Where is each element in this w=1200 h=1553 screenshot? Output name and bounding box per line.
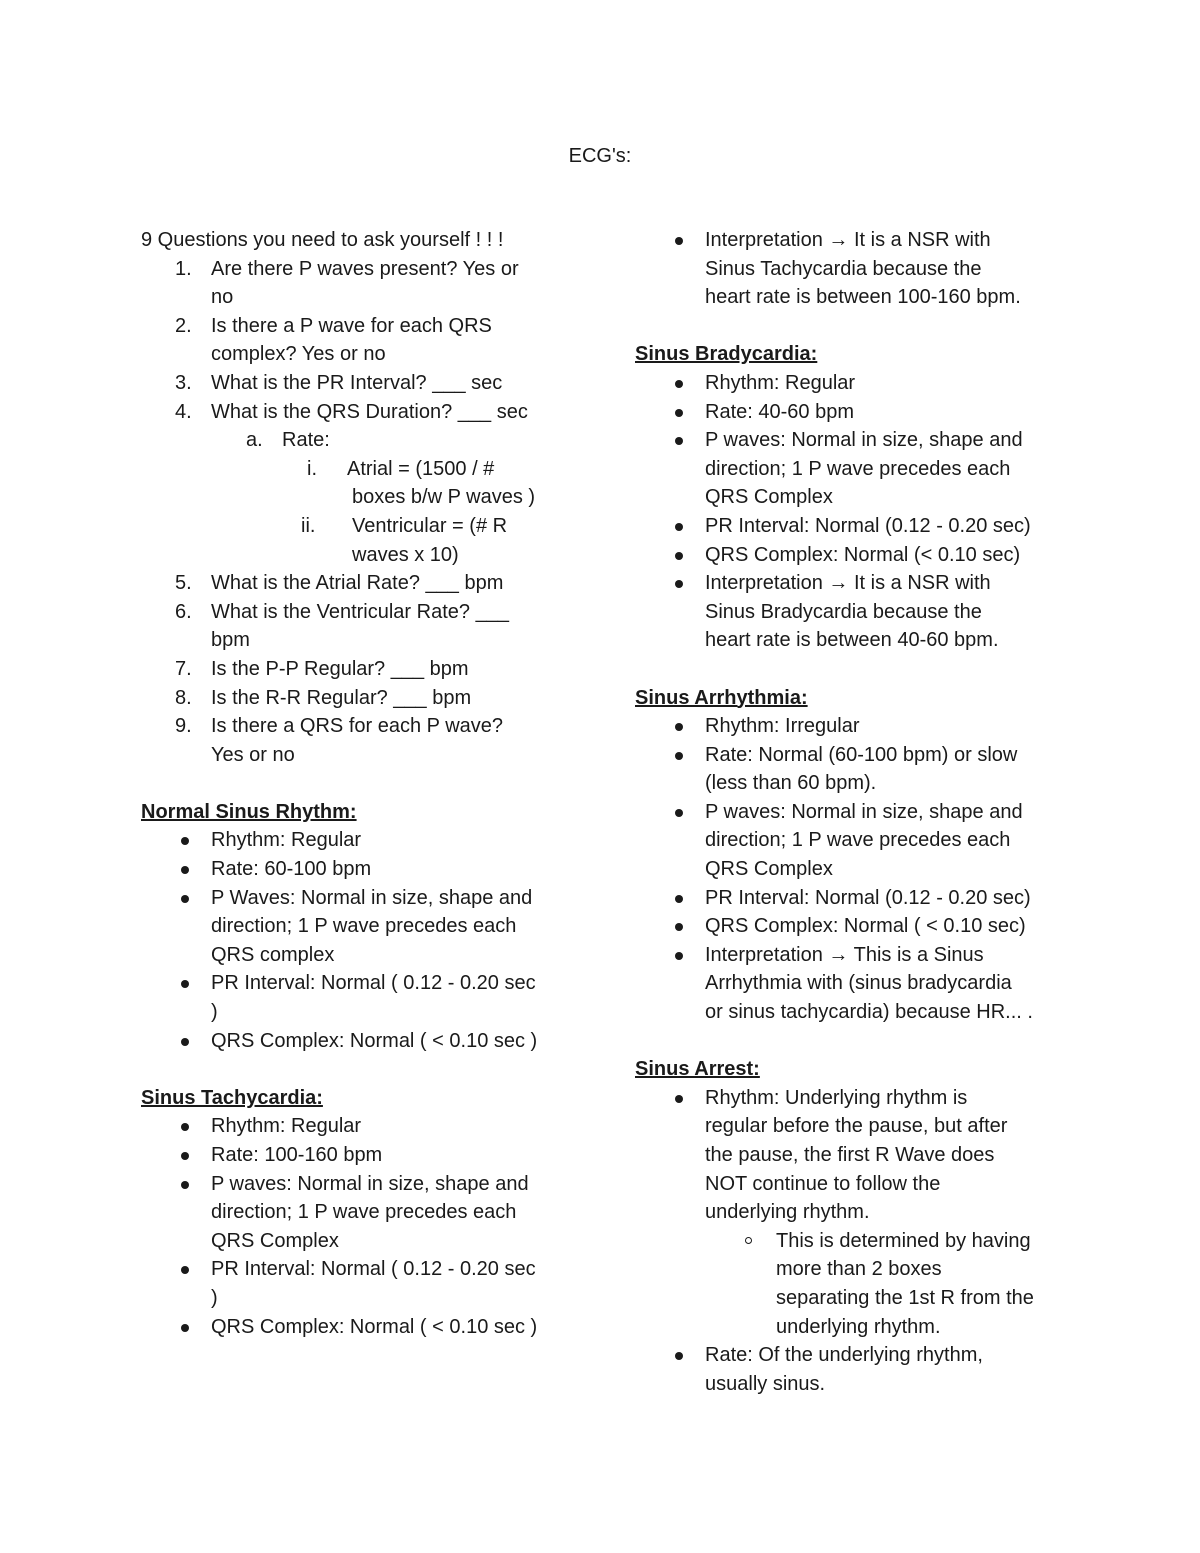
list-item-text: QRS Complex: Normal (< 0.10 sec) bbox=[705, 543, 1021, 566]
sub-list-item-cont bbox=[635, 1313, 1075, 1342]
bullet-icon bbox=[675, 752, 683, 760]
list-item-text: QRS Complex: Normal ( < 0.10 sec) bbox=[705, 915, 1026, 938]
question-text: Is there a QRS for each P wave? bbox=[211, 715, 504, 738]
list-item-cont bbox=[635, 855, 1075, 884]
question-9-cont bbox=[141, 741, 581, 770]
list-number: 9. bbox=[175, 715, 192, 738]
bullet-icon bbox=[675, 237, 683, 245]
list-item-text: Rate: 60-100 bpm bbox=[211, 858, 372, 881]
list-item-text: direction; 1 P wave precedes each bbox=[705, 457, 1011, 480]
list-item-cont bbox=[635, 1170, 1075, 1199]
list-item bbox=[635, 884, 1075, 913]
list-item bbox=[635, 426, 1075, 455]
bullet-icon bbox=[181, 837, 189, 845]
list-item-text: QRS Complex: Normal ( < 0.10 sec ) bbox=[211, 1315, 538, 1338]
list-item-cont bbox=[635, 969, 1075, 998]
list-roman: ii. bbox=[301, 514, 316, 537]
list-item bbox=[141, 855, 581, 884]
list-item-text: Sinus Bradycardia because the bbox=[705, 600, 982, 623]
question-6-cont bbox=[141, 626, 581, 655]
bullet-icon bbox=[675, 409, 683, 417]
spacer bbox=[635, 312, 1075, 341]
list-item-text: direction; 1 P wave precedes each bbox=[705, 829, 1011, 852]
list-item-text: usually sinus. bbox=[705, 1372, 826, 1395]
bullet-icon bbox=[675, 1095, 683, 1103]
list-item-text: Interpretation → It is a NSR with bbox=[705, 229, 991, 251]
list-item-cont bbox=[635, 598, 1075, 627]
list-item-cont bbox=[635, 455, 1075, 484]
bullet-icon bbox=[675, 895, 683, 903]
list-item bbox=[635, 541, 1075, 570]
hollow-bullet-icon bbox=[745, 1237, 752, 1244]
list-item-text: heart rate is between 100-160 bpm. bbox=[705, 286, 1021, 309]
bullet-icon bbox=[675, 952, 683, 960]
list-letter: a. bbox=[246, 429, 263, 452]
bullet-icon bbox=[675, 723, 683, 731]
list-number: 4. bbox=[175, 400, 192, 423]
section-heading-sinus-tachycardia: Sinus Tachycardia: bbox=[141, 1086, 323, 1109]
list-item bbox=[141, 969, 581, 998]
list-item-text: Interpretation → It is a NSR with bbox=[705, 572, 991, 595]
question-text: Is the R-R Regular? ___ bpm bbox=[211, 686, 472, 709]
list-item-text: heart rate is between 40-60 bpm. bbox=[705, 629, 999, 652]
list-item-cont bbox=[635, 826, 1075, 855]
bullet-icon bbox=[675, 437, 683, 445]
bullet-icon bbox=[675, 523, 683, 531]
question-2 bbox=[141, 312, 581, 341]
list-number: 2. bbox=[175, 314, 192, 337]
list-item-text: QRS Complex bbox=[705, 858, 833, 881]
list-item-text: direction; 1 P wave precedes each bbox=[211, 915, 517, 938]
spacer bbox=[141, 1055, 581, 1084]
list-item-text: Rhythm: Underlying rhythm is bbox=[705, 1086, 968, 1109]
list-item-text: PR Interval: Normal ( 0.12 - 0.20 sec bbox=[211, 1258, 536, 1281]
list-number: 6. bbox=[175, 600, 192, 623]
list-item bbox=[635, 741, 1075, 770]
list-item-text: QRS Complex bbox=[705, 486, 833, 509]
list-item-cont bbox=[141, 998, 581, 1027]
question-text: What is the Atrial Rate? ___ bpm bbox=[211, 572, 504, 595]
question-text: Yes or no bbox=[211, 743, 295, 766]
question-text: Ventricular = (# R bbox=[352, 514, 508, 537]
question-text: What is the Ventricular Rate? ___ bbox=[211, 600, 509, 623]
list-item-cont bbox=[635, 1112, 1075, 1141]
list-item-text: PR Interval: Normal (0.12 - 0.20 sec) bbox=[705, 514, 1031, 537]
question-text: Are there P waves present? Yes or bbox=[211, 257, 519, 280]
list-item bbox=[635, 398, 1075, 427]
list-item-cont bbox=[635, 255, 1075, 284]
list-number: 1. bbox=[175, 257, 192, 280]
list-item bbox=[635, 226, 1075, 255]
list-item-text: NOT continue to follow the bbox=[705, 1172, 941, 1195]
sub-list-item-text: underlying rhythm. bbox=[776, 1315, 941, 1338]
list-item-text: P Waves: Normal in size, shape and bbox=[211, 886, 533, 909]
list-item bbox=[635, 369, 1075, 398]
section-heading-nsr: Normal Sinus Rhythm: bbox=[141, 800, 357, 823]
question-1-cont bbox=[141, 283, 581, 312]
list-item-cont bbox=[141, 912, 581, 941]
question-6 bbox=[141, 598, 581, 627]
question-8 bbox=[141, 684, 581, 713]
list-item bbox=[635, 1341, 1075, 1370]
question-4a-ii bbox=[141, 512, 581, 541]
question-text: Atrial = (1500 / # bbox=[347, 457, 495, 480]
list-number: 7. bbox=[175, 657, 192, 680]
list-item-text: ) bbox=[211, 1286, 218, 1309]
bullet-icon bbox=[675, 580, 683, 588]
list-item-text: QRS complex bbox=[211, 943, 335, 966]
list-item-text: the pause, the first R Wave does bbox=[705, 1144, 995, 1166]
list-item-text: regular before the pause, but after bbox=[705, 1115, 1008, 1138]
list-item-text: Rate: 40-60 bpm bbox=[705, 400, 854, 423]
question-2-cont bbox=[141, 340, 581, 369]
intro-text: 9 Questions you need to ask yourself ! ! ! bbox=[141, 229, 504, 251]
question-5 bbox=[141, 569, 581, 598]
bullet-icon bbox=[181, 1152, 189, 1160]
list-item-text: Rate: 100-160 bpm bbox=[211, 1144, 383, 1166]
list-item bbox=[141, 1112, 581, 1141]
list-item-text: ) bbox=[211, 1001, 218, 1024]
question-4a-i-cont bbox=[141, 483, 581, 512]
list-item-text: Rate: Of the underlying rhythm, bbox=[705, 1344, 983, 1367]
right-column bbox=[635, 226, 1075, 1398]
list-item-cont bbox=[141, 1284, 581, 1313]
list-item bbox=[635, 941, 1075, 970]
list-item bbox=[141, 1255, 581, 1284]
list-item bbox=[635, 712, 1075, 741]
list-item bbox=[635, 912, 1075, 941]
left-column bbox=[141, 226, 581, 1341]
list-item-cont bbox=[141, 1227, 581, 1256]
sub-list-item-cont bbox=[635, 1284, 1075, 1313]
page-title: ECG's: bbox=[568, 145, 632, 167]
list-roman: i. bbox=[307, 457, 317, 480]
list-item-text: QRS Complex bbox=[211, 1229, 339, 1252]
list-item-text: Rhythm: Regular bbox=[705, 371, 856, 394]
question-4a bbox=[141, 426, 581, 455]
bullet-icon bbox=[181, 1038, 189, 1046]
sub-list-item-text: more than 2 boxes bbox=[776, 1258, 942, 1281]
list-item-text: Rhythm: Regular bbox=[211, 1115, 362, 1138]
list-item-cont bbox=[141, 941, 581, 970]
list-item bbox=[141, 1141, 581, 1170]
list-item-cont bbox=[635, 483, 1075, 512]
bullet-icon bbox=[181, 866, 189, 874]
section-heading-sinus-bradycardia: Sinus Bradycardia: bbox=[635, 343, 818, 366]
bullet-icon bbox=[675, 552, 683, 560]
list-item-text: PR Interval: Normal ( 0.12 - 0.20 sec bbox=[211, 972, 536, 995]
list-item-cont bbox=[635, 1370, 1075, 1399]
bullet-icon bbox=[181, 1181, 189, 1189]
spacer bbox=[141, 769, 581, 798]
spacer bbox=[635, 655, 1075, 684]
list-item bbox=[635, 798, 1075, 827]
list-item-text: Rate: Normal (60-100 bpm) or slow bbox=[705, 743, 1018, 766]
list-item-text: P waves: Normal in size, shape and bbox=[705, 800, 1023, 823]
bullet-icon bbox=[181, 980, 189, 988]
sub-list-item bbox=[635, 1227, 1075, 1256]
list-item-text: Rhythm: Regular bbox=[211, 829, 362, 852]
question-text: What is the PR Interval? ___ sec bbox=[211, 371, 503, 394]
list-item-text: Arrhythmia with (sinus bradycardia bbox=[705, 972, 1012, 995]
list-item bbox=[141, 1313, 581, 1342]
section-heading-sinus-arrest: Sinus Arrest: bbox=[635, 1058, 760, 1081]
bullet-icon bbox=[675, 380, 683, 388]
question-text: bpm bbox=[211, 629, 250, 652]
list-item-cont bbox=[635, 283, 1075, 312]
list-item-text: Interpretation → This is a Sinus bbox=[705, 943, 984, 966]
question-4 bbox=[141, 398, 581, 427]
list-number: 5. bbox=[175, 572, 192, 595]
question-4a-i bbox=[141, 455, 581, 484]
intro-line bbox=[141, 226, 581, 255]
bullet-icon bbox=[181, 1123, 189, 1131]
list-item-cont bbox=[141, 1198, 581, 1227]
list-item bbox=[635, 569, 1075, 598]
question-text: Rate: bbox=[282, 429, 330, 452]
list-item-cont bbox=[635, 998, 1075, 1027]
list-item-text: Sinus Tachycardia because the bbox=[705, 257, 982, 280]
question-3 bbox=[141, 369, 581, 398]
bullet-icon bbox=[675, 923, 683, 931]
bullet-icon bbox=[181, 895, 189, 903]
question-text: complex? Yes or no bbox=[211, 343, 386, 366]
bullet-icon bbox=[181, 1266, 189, 1274]
list-item-text: underlying rhythm. bbox=[705, 1201, 870, 1224]
list-item bbox=[141, 1170, 581, 1199]
list-item-text: P waves: Normal in size, shape and bbox=[705, 429, 1023, 452]
bullet-icon bbox=[675, 809, 683, 817]
spacer bbox=[635, 1027, 1075, 1056]
list-number: 8. bbox=[175, 686, 192, 709]
question-text: Is there a P wave for each QRS bbox=[211, 314, 492, 337]
list-item-text: P waves: Normal in size, shape and bbox=[211, 1172, 529, 1195]
list-item bbox=[141, 884, 581, 913]
bullet-icon bbox=[675, 1352, 683, 1360]
question-1 bbox=[141, 255, 581, 284]
question-text: Is the P-P Regular? ___ bpm bbox=[211, 657, 469, 680]
question-text: What is the QRS Duration? ___ sec bbox=[211, 400, 528, 423]
section-heading-sinus-arrhythmia: Sinus Arrhythmia: bbox=[635, 686, 808, 709]
list-item-text: Rhythm: Irregular bbox=[705, 715, 860, 738]
question-9 bbox=[141, 712, 581, 741]
sub-list-item-text: separating the 1st R from the bbox=[776, 1286, 1034, 1309]
list-item-cont bbox=[635, 626, 1075, 655]
question-text: no bbox=[211, 286, 234, 309]
list-item bbox=[141, 826, 581, 855]
list-item bbox=[635, 512, 1075, 541]
list-item-text: QRS Complex: Normal ( < 0.10 sec ) bbox=[211, 1029, 538, 1052]
sub-list-item-cont bbox=[635, 1255, 1075, 1284]
list-item bbox=[141, 1027, 581, 1056]
bullet-icon bbox=[181, 1324, 189, 1332]
list-item-text: (less than 60 bpm). bbox=[705, 772, 877, 795]
question-4a-ii-cont bbox=[141, 541, 581, 570]
list-item-cont bbox=[635, 769, 1075, 798]
list-item-cont bbox=[635, 1141, 1075, 1170]
question-text: waves x 10) bbox=[352, 543, 459, 566]
list-item-cont bbox=[635, 1198, 1075, 1227]
list-item-text: direction; 1 P wave precedes each bbox=[211, 1201, 517, 1224]
list-number: 3. bbox=[175, 371, 192, 394]
list-item bbox=[635, 1084, 1075, 1113]
list-item-text: or sinus tachycardia) because HR... . bbox=[705, 1001, 1033, 1024]
sub-list-item-text: This is determined by having bbox=[776, 1229, 1031, 1252]
list-item-text: PR Interval: Normal (0.12 - 0.20 sec) bbox=[705, 886, 1031, 909]
question-7 bbox=[141, 655, 581, 684]
question-text: boxes b/w P waves ) bbox=[352, 486, 536, 509]
